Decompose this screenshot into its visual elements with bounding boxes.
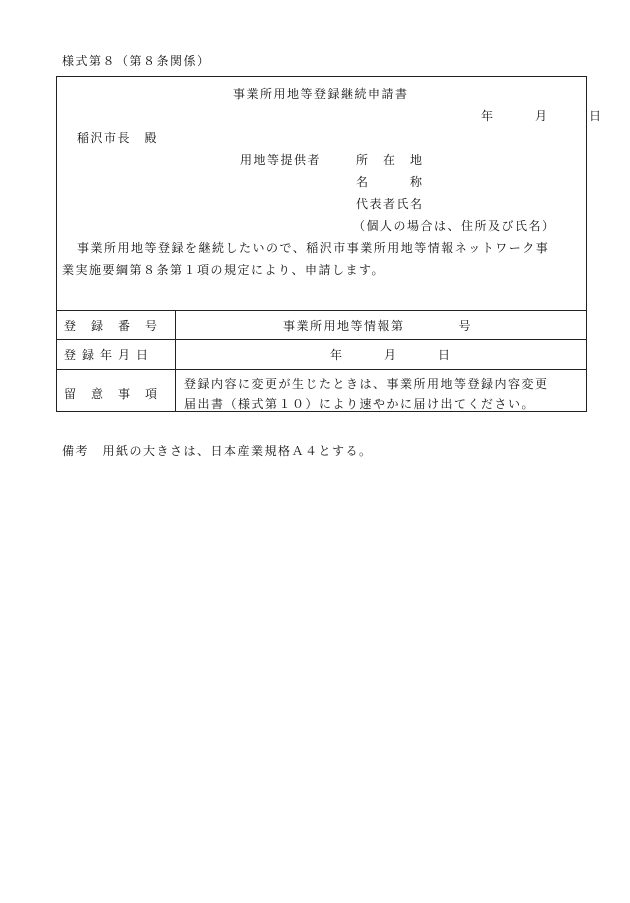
body-text-line-2: 業実施要綱第８条第１項の規定により、申請します。 — [62, 263, 386, 277]
body-text-line-1: 事業所用地等登録を継続したいので、稲沢市事業所用地等情報ネットワーク事 — [77, 241, 550, 255]
provider-label: 用地等提供者 — [240, 153, 322, 167]
table-column-rule — [175, 310, 176, 411]
individual-note: （個人の場合は、住所及び氏名） — [353, 219, 556, 233]
table-top-rule — [57, 310, 586, 311]
date-line: 年 月 日 — [481, 109, 608, 123]
notes-value-line-2: 届出書（様式第１０）により速やかに届け出てください。 — [184, 397, 536, 411]
addressee: 稲沢市長 殿 — [77, 131, 159, 145]
table-row-rule — [57, 339, 586, 340]
form-number-label: 様式第８（第８条関係） — [62, 54, 211, 68]
form-title: 事業所用地等登録継続申請書 — [233, 87, 409, 101]
registration-number-label: 登 録 番 号 — [64, 319, 159, 333]
name-label: 名 称 — [356, 175, 424, 189]
registration-date-value: 年 月 日 — [330, 348, 457, 362]
notes-label: 留 意 事 項 — [64, 387, 159, 401]
footer-remark: 備考 用紙の大きさは、日本産業規格Ａ４とする。 — [62, 444, 373, 458]
registration-number-value: 事業所用地等情報第 号 — [283, 319, 473, 333]
table-row-rule — [57, 369, 586, 370]
notes-value-line-1: 登録内容に変更が生じたときは、事業所用地等登録内容変更 — [184, 377, 549, 391]
address-label: 所 在 地 — [356, 153, 424, 167]
registration-date-label: 登録年月日 — [64, 348, 155, 362]
representative-label: 代表者氏名 — [356, 197, 424, 211]
application-form — [56, 76, 608, 412]
